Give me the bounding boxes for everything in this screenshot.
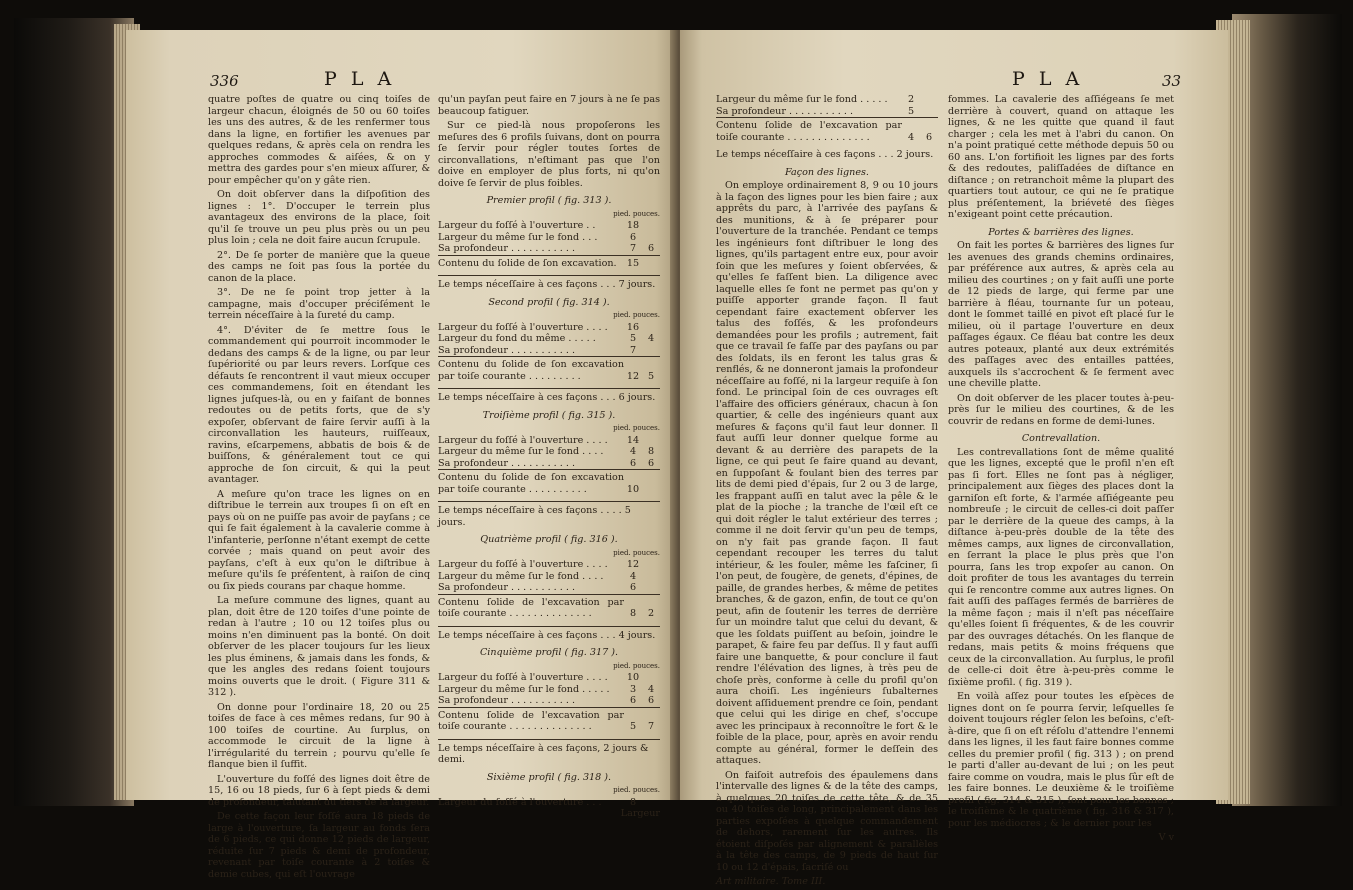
row-value: 3 [629,683,637,695]
left-page [126,30,678,880]
profile-title: Quatrième profil ( fig. 316 ). [480,534,618,545]
row-label: Sa profondeur . . . . . . . . . . . [438,344,576,356]
unit-header: pied. pouces. [613,311,660,319]
profile-table [438,435,660,496]
row-label: Contenu ſolide de l'excavation par toiſe courante . . . . . . . . . . . . . . [438,707,624,733]
row-label: Largeur du foſſé à l'ouverture . . . [438,796,602,808]
profile-tables [438,195,660,808]
row-label: Sa profondeur . . . . . . . . . . . [438,695,576,706]
signature-line: Art militaire. Tome III. [716,876,826,887]
table-row [438,559,660,571]
left-page-number: 336 [210,72,239,90]
row-value [642,559,660,571]
section-heading: Contrevallation. [1021,433,1101,444]
unit-header: pied. pouces. [613,209,660,218]
row-label: Largeur du foſſé à l'ouverture . . . . [438,321,608,333]
time-line: Le temps néceſſaire à ces façons . . . . 5 jours. [438,501,660,528]
paragraph: On faiſoit autrefois des épaulemens dans l'intervalle des lignes & de la tête des camps, à quelques 20 toiſes de cette tête, & de 35 ou 40 toiſes de long, principalement dans les parties expoſées à quelque commandement de dehors, rarement ſur les autres. Ils étoient diſpoſés par alignement & parallèles à la tête des camps, de 9 pieds de haut ſur 10 ou 12 d'épais, ſacriſé ou [716,769,938,873]
book-spread [14,8,1342,887]
table-row [438,707,660,733]
paragraph: quatre poſtes de quatre ou cinq toiſes de largeur chacun, éloignés de 50 ou 60 toiſes les uns des autres, & de les renfermer tous dans la ligne, en fortifier les avenues par quelques redans, & après cela on rendra les approches commodes & aiſées, & on y mettra des gardes pour s'en mieux aſſurer, & pour empêcher qu'on y gâte rien. [208,94,430,186]
row-value: 4 [647,683,655,695]
table-row [438,255,660,269]
profile-title: Troiſième profil ( fig. 315 ). [482,409,616,421]
row-value: 6 [647,243,655,254]
unit-header: pied. pouces. [613,786,660,794]
right-column-2 [948,94,1174,844]
row-value [642,255,660,269]
paragraph: Sur ce pied-là nous propoſerons les meſures des 6 profils ſuivans, dont on pourra ſe ſervir pour régler toutes ſortes de circonvallations, n'eſtimant pas que l'on doive en employer de plus forts, ni qu'on doive ſe ſervir de plus foibles. [438,120,660,189]
profile-table [438,559,660,620]
section-heading: Portes & barrières des lignes. [988,226,1134,238]
right-running-head: P L A [1012,68,1084,90]
unit-header: pied. pouces. [613,661,660,670]
row-value: 12 [624,357,642,383]
catchword: Largeur [620,808,660,819]
row-value: 8 [647,446,655,457]
right-page [680,30,1228,887]
paragraph: La meſure commune des lignes, quant au plan, doit être de 120 toiſes d'une pointe de redan à l'autre ; 10 ou 12 toiſes plus ou moins n'en diminuent pas la bonté. On doit obſerver de les placer toujours ſur les lieux les plus éminens, & jamais dans les fonds, & que les angles des redans ſoient toujours moins ouverts que le droit. ( Figure 311 & 312 ). [208,595,430,698]
row-value: 5 [907,105,915,117]
row-value: 8 [629,796,637,808]
table-row [438,672,660,684]
paragraph: A meſure qu'on trace les lignes on en diſtribue le terrein aux troupes ſi on eſt en pays où on ne puiſſe pas avoir de payſans ; ce qui ſe fait également à la cavalerie comme à l'infanterie, perſonne n'étant exempt de cette corvée ; mais quand on peut avoir des payſans, c'eſt à eux qu'on le diſtribue à meſure qu'ils ſe préſentent, à raiſon de cinq ou ſix pieds courans par chaque homme. [208,488,430,592]
row-value [920,94,938,106]
row-value [642,470,660,496]
row-value: 6 [629,457,637,469]
row-value: 12 [626,559,640,570]
row-label: Largeur du même ſur le fond . . . . . [716,94,888,105]
row-value: 6 [647,457,655,469]
table-row [438,470,660,496]
left-running-head: P L A [324,68,396,90]
profile-table [716,94,938,143]
table-row [438,333,660,345]
row-value: 6 [629,231,637,243]
row-label: Largeur du même ſur le fond . . . . [438,446,604,457]
row-value: 5 [624,707,642,733]
table-row [438,220,660,232]
profile-title: Second profil ( fig. 314 ). [488,296,610,308]
profile-table [438,322,660,383]
table-row [438,571,660,583]
row-value [642,582,660,594]
row-label: Sa profondeur . . . . . . . . . . . [438,243,576,254]
row-value [642,797,660,809]
row-value: 4 [629,570,637,582]
time-line: Le temps néceſſaire à ces façons, 2 jours & demi. [438,739,660,766]
table-row [438,684,660,696]
table-row [438,322,660,334]
row-label: Largeur du foſſé à l'ouverture . . . . [438,559,608,570]
row-value: 7 [629,344,637,356]
table-row [438,594,660,620]
row-value [920,106,938,118]
row-value: 4 [902,118,920,144]
row-value: 5 [629,333,637,344]
table-row [438,232,660,244]
paragraph: De cette façon leur foſſé aura 18 pieds de large à l'ouverture, ſa largeur au fonds ſera de 6 pieds, ce qui donne 12 pieds de largeur, réduite ſur 7 pieds & demi de profondeur, revenant par toiſe courante à 2 toiſes & demie cubes, qui eſt l'ouvrage [208,811,430,880]
row-value: 7 [642,707,660,733]
row-label: Contenu du ſolide de ſon excavation par toiſe courante . . . . . . . . . . [438,470,624,496]
table-row [716,106,938,118]
profile-table [438,797,660,809]
row-label: Largeur du même ſur le fond . . . [438,231,598,243]
row-value: 16 [626,321,640,333]
table-row [438,695,660,707]
paragraph: On donne pour l'ordinaire 18, 20 ou 25 toiſes de face à ces mêmes redans, ſur 90 à 100 toiſes de courtine. Au ſurplus, on accommode le circuit de la ligne à l'irrégularité du terrein ; pourvu qu'elle ſe flanque bien il ſuffit. [208,701,430,770]
paragraph: En voilà aſſez pour toutes les eſpèces de lignes dont on ſe pourra ſervir, leſquelles ſe doivent toujours régler ſelon les beſoins, c'eſt-à-dire, que ſi on eſt réſolu d'attendre l'ennemi dans les lignes, il les faut faire bonnes comme celles du premier profil ( fig. 313 ) ; on prend le parti d'aller au-devant de lui ; on les peut faire comme on voudra, mais le plus ſûr eſt de les faire bonnes. Le deuxième & le troiſième profil ( fig. 314 & 315 ), ſont pour les bonnes ; le troiſième & le quatrième ( fig. 316 & 317 ), pour les médiocres ; & le dernier pour les [948,691,1174,829]
table-row [716,94,938,106]
profile-title: Sixième profil ( fig. 318 ). [486,771,612,783]
row-label: Largeur du foſſé à l'ouverture . . . . [438,434,608,446]
time-line: Le temps néceſſaire à ces façons . . . 6 jours. [438,388,660,404]
row-value [642,232,660,244]
row-value: 15 [624,255,642,269]
row-value [642,672,660,684]
paragraph: 3°. De ne ſe point trop jetter à la campagne, mais d'occuper préciſément le terrein néceſſaire à la ſureté du camp. [208,287,430,321]
section-heading: Façon des lignes. [784,166,869,178]
paragraph: On doit obſerver de les placer toutes à-peu-près ſur le milieu des courtines, & de les couvrir de redans en forme de demi-lunes. [948,392,1174,427]
row-value: 6 [629,695,637,706]
row-value [642,322,660,334]
right-column-1 [716,94,938,890]
row-label: Largeur du foſſé à l'ouverture . . [438,220,596,231]
profile-table [438,672,660,733]
row-label: Contenu ſolide de l'excavation par toiſe courante . . . . . . . . . . . . . . [716,118,902,144]
table-row [438,435,660,447]
row-value: 2 [642,594,660,620]
row-label: Largeur du même ſur le fond . . . . . [438,683,610,695]
row-value: 6 [629,582,637,593]
paragraph: On fait les portes & barrières des lignes ſur les avenues des grands chemins ordinaires, par préférence aux autres, & après cela au milieu des courtines ; on y fait auſſi une porte de 12 pieds de large, qui ferme par une barrière à fléau, tournante ſur un poteau, dont le ſommet taillé en pivot eſt placé ſur le milieu, où il partage l'ouverture en deux paſſages égaux. Ce fléau bat contre les deux autres poteaux, planté aux deux extrémités des paſſages avec des entailles pattées, auxquels ils s'accrochent & ſe ferment avec une cheville platte. [948,240,1174,389]
time-line: Le temps néceſſaire à ces façons . . . 4 jours. [438,626,660,642]
row-label: Largeur du même ſur le fond . . . . [438,570,604,582]
table-row [716,118,938,144]
row-label: Contenu du ſolide de ſon excavation par toiſe courante . . . . . . . . . [438,357,624,383]
row-label: Largeur du foſſé à l'ouverture . . . . [438,672,608,683]
paragraph: fommes. La cavalerie des aſſiégeans ſe met derrière à couvert, quand on attaque les lignes, & ne les quitte que quand il faut charger ; cela les met à l'abri du canon. On n'a point pratiqué cette méthode depuis 50 ou 60 ans. L'on fortifioit les lignes par des forts & des redoutes, paliſſadées de diſtance en diſtance ; on retranchoit même la plupart des quartiers tout autour, ce qui ne ſe pratique plus préſentement, la briéveté des ſièges n'exigeant point cette précaution. [948,94,1174,220]
row-value: 4 [629,446,637,457]
paragraph: On employe ordinairement 8, 9 ou 10 jours à la façon des lignes pour les bien faire ; aux apprêts du parc, à l'arrivée des payſans & des munitions, & à ſe préparer pour l'ouverture de la tranchée. Pendant ce temps les ingénieurs font diſtribuer le long des lignes, qu'ils partagent entre eux, pour avoir ſoin que les meſures y ſoient obſervées, & qu'elles ſe faſſent bien. La diligence avec laquelle elles ſe font ne permet pas qu'on y puiſſe apporter grande façon. Il faut cependant faire exactement obſerver les talus des foſſés, & les profondeurs demandées pour les profils ; autrement, fait que ce travail ſe faſſe par des payſans ou par des ſoldats, ils en feront les talus gras & renflés, & ne donneront jamais la profondeur néceſſaire au foſſé, ni la largeur requiſe à ſon fond. Le principal ſoin de ces ouvrages eſt l'affaire des officiers généraux, chacun à ſon quartier, & celle des ingénieurs quant aux meſures & façons qu'il faut leur donner. Il faut auſſi leur donner quelque forme au devant & au derrière des parapets de la ligne, ce qui peut ſe faire quand au devant, en ſuppoſant & foulant bien des terres par lits de demi pied d'épais, ſur 2 ou 3 de large, les frappant auſſi en talut avec la pêle & le plat de la pioche ; la tranche de l'œil eſt ce qui doit régler le talut extérieur des terres ; comme il ne doit ſervir qu'un peu de temps, on n'y fait pas grande façon. Il faut cependant recouper les terres du talut intérieur, & les fouler, même les faſciner, ſi l'on peut, de fougère, de genets, d'épines, de paille, de grandes herbes, & même de petites branches, & de gazon, enfin, de tout ce qu'on peut, afin de ſoutenir les terres de derrière ſur un moindre talut que celui du devant, & que les ſoldats puiſſent au beſoin, joindre le parapet, & faire feu par deſſus. Il y faut auſſi faire une banquette, & pour conclure il faut rendre l'élévation des lignes, à très peu de choſe près, conforme à celle du profil qu'on aura choiſi. Les ingénieurs ſubalternes doivent aſſiduement prendre ce ſoin, pendant que celui qui les dirige en chef, s'occupe avec les principaux à reconnoître le fort & le foible de la place, pour, après en avoir rendu compte au général, former le deſſein des attaques. [716,180,938,766]
paragraph: Les contrevallations ſont de même qualité que les lignes, excepté que le profil n'en eſt pas ſi fort. Elles ne ſont pas à négliger, principalement aux ſièges des places dont la garniſon eſt forte, & l'armée aſſiégeante peu nombreuſe ; le circuit de celles-ci doit paſſer par le derrière de la queue des camps, à la diſtance à-peu-près double de la tête des mêmes camps, aux lignes de circonvallation, en ſerrant la place le plus près que l'on pourra, ſans les trop expoſer au canon. On doit profiter de tous les avantages du terrein qui ſe rencontre comme aux autres lignes. On fait auſſi des paſſages fermés de barrières de la même façon ; mais il n'eſt pas néceſſaire qu'elles ſoient ſi fréquentes, & de les couvrir par des ouvrages détachés. On les flanque de redans, mais petits & moins fréquens que ceux de la circonvallation. Au ſurplus, le profil de celle-ci doit être à-peu-près comme le ſixième profil. ( fig. 319 ). [948,446,1174,688]
unit-header: pied. pouces. [613,548,660,557]
profile-table [438,220,660,269]
paragraph: qu'un payſan peut faire en 7 jours à ne ſe pas beaucoup fatiguer. [438,94,660,117]
paragraph: L'ouverture du foſſé des lignes doit être de 15, 16 ou 18 pieds, ſur 6 à ſept pieds & demi de profondeur, talutant du tiers de la largeur. [208,773,430,808]
left-column-2 [438,94,660,820]
table-row [438,446,660,458]
row-label: Sa profondeur . . . . . . . . . . . [438,582,576,593]
row-value: 6 [920,118,938,144]
row-value: 2 [907,94,915,105]
right-page-number: 33 [1162,72,1182,90]
table-row [438,345,660,357]
catchword: V v [1158,832,1174,843]
table-row [438,458,660,470]
time-line: Le temps néceſſaire à ces façons . . . 7 jours. [438,275,660,291]
row-value: 8 [624,594,642,620]
time-line: Le temps néceſſaire à ces façons . . . 2 jours. [716,149,934,160]
row-value: 14 [626,434,640,446]
row-value [642,571,660,583]
row-value: 5 [642,357,660,383]
row-value: 4 [647,333,655,344]
row-label: Sa profondeur . . . . . . . . . . . [716,105,854,117]
row-label: Contenu du ſolide de ſon excavation. [438,255,624,269]
left-column-1 [208,94,430,883]
profile-title: Premier profil ( fig. 313 ). [486,195,612,206]
row-value [642,345,660,357]
row-value: 6 [647,695,655,706]
row-value [642,435,660,447]
row-value: 7 [629,243,637,254]
table-row [438,243,660,255]
row-label: Contenu ſolide de l'excavation par toiſe courante . . . . . . . . . . . . . . [438,594,624,620]
table-row [438,797,660,809]
paragraph: 4°. D'éviter de ſe mettre ſous le commandement qui pourroit incommoder le dedans des camps & de la ligne, ou par leur ſupériorité ou par leurs revers. Lorſque ces défauts ſe rencontrent il vaut mieux occuper ces commandemens, ſoit en étendant les lignes juſques-là, ou en y faiſant de bonnes redoutes ou de petits forts, que de s'y expoſer, obſervant de faire ſervir auſſi à la circonvallation les hauteurs, ruiſſeaux, ravins, eſcarpemens, abbatis de bois & de buiſſons, & généralement tout ce qui approche de ſon circuit, & qui la peut avantager. [208,324,430,485]
row-label: Largeur du fond du même . . . . . [438,333,596,344]
row-value: 10 [624,470,642,496]
table-row [438,582,660,594]
table-row [438,357,660,383]
row-label: Sa profondeur . . . . . . . . . . . [438,457,576,469]
row-value [642,220,660,232]
row-value: 18 [626,220,640,231]
paragraph: On doit obſerver dans la diſpoſition des lignes : 1°. D'occuper le terrein plus avantageux des environs de la place, ſoit qu'il ſe trouve un peu plus près ou un peu plus loin ; cela ne doit faire aucun ſcrupule. [208,189,430,246]
row-value: 10 [626,672,640,683]
unit-header: pied. pouces. [613,424,660,432]
profile-title: Cinquième profil ( fig. 317 ). [479,647,619,658]
paragraph: 2°. De ſe porter de manière que la queue des camps ne ſoit pas ſous la portée du canon de la place. [208,249,430,284]
